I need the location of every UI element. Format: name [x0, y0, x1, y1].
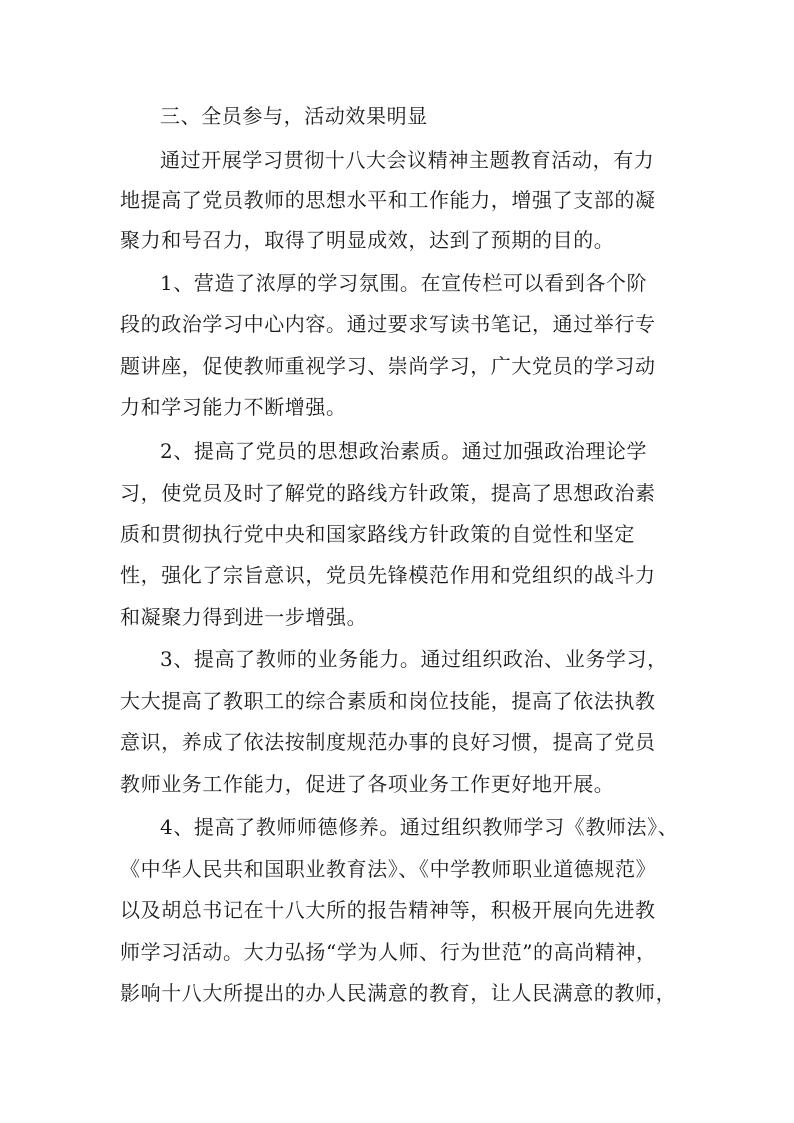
- paragraph-line: 教师业务工作能力，促进了各项业务工作更好地开展。: [120, 772, 615, 796]
- paragraph-line: 力和学习能力不断增强。: [120, 395, 347, 419]
- paragraph-line: 2、提高了党员的思想政治素质。通过加强政治理论学: [160, 439, 648, 463]
- paragraph-line: 4、提高了教师师德修养。通过组织教师学习《教师法》、: [160, 815, 679, 839]
- paragraph-line: 《中华人民共和国职业教育法》、《中学教师职业道德规范》: [120, 857, 657, 881]
- section-heading: 三、全员参与，活动效果明显: [160, 104, 428, 128]
- paragraph-line: 段的政治学习中心内容。通过要求写读书笔记，通过举行专: [120, 312, 656, 336]
- paragraph-line: 和凝聚力得到进一步增强。: [120, 605, 368, 629]
- paragraph-line: 大大提高了教职工的综合素质和岗位技能，提高了依法执教: [120, 689, 656, 713]
- paragraph-line: 影响十八大所提出的办人民满意的教育，让人民满意的教师，: [120, 981, 677, 1005]
- paragraph-line: 习，使党员及时了解党的路线方针政策，提高了思想政治素: [120, 481, 656, 505]
- paragraph-line: 意识，养成了依法按制度规范办事的良好习惯，提高了党员: [120, 730, 656, 754]
- paragraph-line: 性，强化了宗旨意识，党员先锋模范作用和党组织的战斗力: [120, 563, 656, 587]
- paragraph-line: 3、提高了教师的业务能力。通过组织政治、业务学习，: [160, 647, 668, 671]
- paragraph-line: 质和贯彻执行党中央和国家路线方针政策的自觉性和坚定: [120, 522, 635, 546]
- paragraph-line: 题讲座，促使教师重视学习、崇尚学习，广大党员的学习动: [120, 354, 656, 378]
- paragraph-line: 以及胡总书记在十八大所的报告精神等，积极开展向先进教: [120, 898, 656, 922]
- paragraph-line: 地提高了党员教师的思想水平和工作能力，增强了支部的凝: [120, 188, 656, 212]
- paragraph-line: 师学习活动。大力弘扬“学为人师、行为世范”的高尚精神，: [120, 940, 657, 964]
- paragraph-line: 1、营造了浓厚的学习氛围。在宣传栏可以看到各个阶: [160, 271, 648, 295]
- paragraph-line: 聚力和号召力，取得了明显成效，达到了预期的目的。: [120, 228, 615, 252]
- paragraph-line: 通过开展学习贯彻十八大会议精神主题教育活动，有力: [160, 148, 655, 172]
